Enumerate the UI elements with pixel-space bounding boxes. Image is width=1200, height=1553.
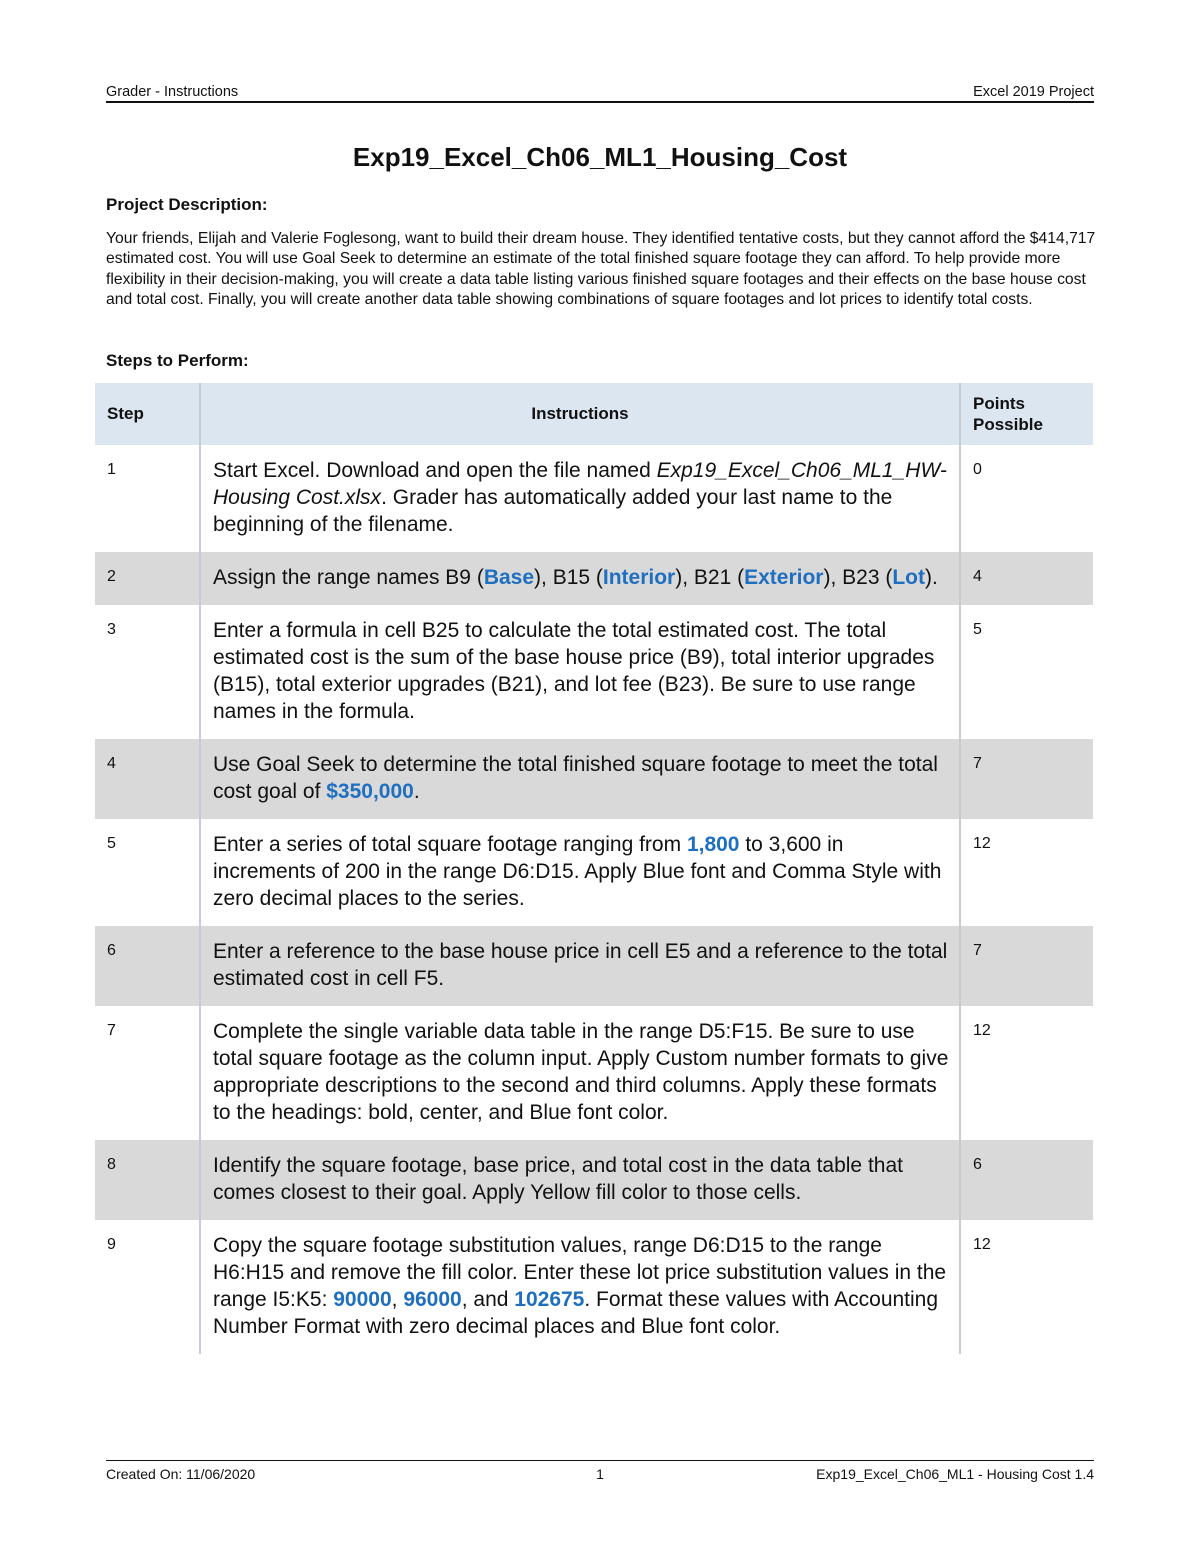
- table-row: [95, 605, 1093, 739]
- step-points: 0: [960, 445, 1093, 552]
- header-right: Excel 2019 Project: [973, 84, 1094, 100]
- step-instructions: Identify the square footage, base price, and total cost in the data table that comes closest to their goal. Apply Yellow fill color to those cells.: [200, 1140, 960, 1220]
- table-row: [95, 1006, 1093, 1140]
- table-row: [95, 552, 1093, 605]
- step-number: 4: [95, 739, 200, 819]
- step-number: 7: [107, 1022, 116, 1039]
- keyword: Exterior: [744, 566, 824, 589]
- step-instructions: [200, 819, 960, 926]
- step-points: 7: [960, 739, 1093, 819]
- instruction-text: Use Goal Seek to determine the total finished square footage to meet the total cost goal of: [213, 753, 938, 803]
- steps-heading: Steps to Perform:: [106, 351, 249, 370]
- footer-document-id: Exp19_Excel_Ch06_ML1 - Housing Cost 1.4: [816, 1466, 1094, 1482]
- instruction-text: ).: [924, 566, 938, 589]
- step-number: 8: [95, 1140, 200, 1220]
- footer-divider: [106, 1460, 1094, 1461]
- page-number: 1: [596, 1466, 604, 1482]
- instruction-text: . Grader has automatically added your last name to the beginning of the filename.: [213, 486, 893, 536]
- step-instructions: [200, 445, 960, 552]
- instruction-text: ,: [391, 1288, 404, 1311]
- step-number: 1: [107, 461, 116, 478]
- step-number: 3: [107, 621, 116, 638]
- instruction-text: . Format these values with Accounting Number Format with zero decimal places and Blue font color.: [213, 1288, 939, 1338]
- keyword: 102675: [514, 1288, 585, 1311]
- keyword: Interior: [602, 566, 676, 589]
- project-description-heading: Project Description:: [106, 195, 268, 214]
- instruction-text: Start Excel. Download and open the file named: [213, 459, 657, 482]
- table-row: [95, 819, 1093, 926]
- header-left: Grader - Instructions: [106, 84, 239, 100]
- step-number: 9: [107, 1236, 116, 1253]
- step-number: 2: [95, 552, 200, 605]
- step-instructions: [200, 1220, 960, 1354]
- step-points: 4: [960, 552, 1093, 605]
- instruction-text: Enter a series of total square footage ranging from: [213, 833, 687, 856]
- keyword: $350,000: [326, 780, 414, 803]
- header-points-line1: Points: [973, 394, 1025, 413]
- instruction-text: , and: [461, 1288, 515, 1311]
- keyword: 90000: [333, 1288, 392, 1311]
- keyword: 96000: [403, 1288, 462, 1311]
- keyword: Base: [483, 566, 535, 589]
- instruction-text: Copy the square footage substitution values, range D6:D15 to the range H6:H15 and remove the fill color. Enter these lot price substitution values in the range I5:K5:: [213, 1234, 947, 1311]
- keyword: 1,800: [686, 833, 740, 856]
- step-points: 5: [960, 605, 1093, 739]
- step-points: 12: [960, 1006, 1093, 1140]
- table-row: [95, 739, 1093, 819]
- instruction-text: ), B23 (: [823, 566, 893, 589]
- step-number: 5: [107, 835, 116, 852]
- page-header: [106, 82, 1094, 102]
- instruction-text: to 3,600 in increments of 200 in the range D6:D15. Apply Blue font and Comma Style with zero decimal places to the series.: [213, 833, 942, 910]
- header-points: [960, 383, 1093, 445]
- step-instructions: Complete the single variable data table in the range D5:F15. Be sure to use total square footage as the column input. Apply Custom number formats to give appropriate descriptions to the second and third columns. Apply these formats to the headings: bold, center, and Blue font color.: [200, 1006, 960, 1140]
- table-row: [95, 1140, 1093, 1220]
- instruction-text: ), B15 (: [534, 566, 603, 589]
- steps-table: [95, 383, 1093, 1354]
- instruction-text: ), B21 (: [675, 566, 745, 589]
- file-name: Exp19_Excel_Ch06_ML1_HW-Housing Cost.xlsx: [213, 459, 947, 509]
- step-points: 6: [960, 1140, 1093, 1220]
- header-divider: [106, 101, 1094, 103]
- step-instructions: [200, 739, 960, 819]
- step-points: 12: [960, 1220, 1093, 1354]
- step-points: 7: [960, 926, 1093, 1006]
- header-points-line2: Possible: [973, 415, 1043, 434]
- header-step: Step: [95, 383, 200, 445]
- table-header-row: [95, 383, 1093, 445]
- header-instructions: Instructions: [200, 383, 960, 445]
- step-number: 6: [95, 926, 200, 1006]
- instruction-text: Assign the range names B9 (: [213, 566, 484, 589]
- instruction-text: .: [413, 780, 420, 803]
- project-description-text: Your friends, Elijah and Valerie Foglesong, want to build their dream house. They identified tentative costs, but they cannot afford the $414,717 estimated cost. You will use Goal Seek to determine an estimate of the total finished square footage they can afford. To help provide more flexibility in their decision-making, you will create a data table listing various finished square footages and their effects on the base house cost and total cost. Finally, you will create another data table showing combinations of square footages and lot prices to identify total costs.: [106, 230, 1096, 308]
- step-instructions: Enter a formula in cell B25 to calculate the total estimated cost. The total estimated cost is the sum of the base house price (B9), total interior upgrades (B15), total exterior upgrades (B21), and lot fee (B23). Be sure to use range names in the formula.: [200, 605, 960, 739]
- table-row: [95, 445, 1093, 552]
- document-title: Exp19_Excel_Ch06_ML1_Housing_Cost: [352, 142, 848, 172]
- step-instructions: [200, 552, 960, 605]
- keyword: Lot: [892, 566, 925, 589]
- table-row: [95, 926, 1093, 1006]
- step-points: 12: [960, 819, 1093, 926]
- footer-created-on: Created On: 11/06/2020: [106, 1466, 256, 1482]
- step-instructions: Enter a reference to the base house price in cell E5 and a reference to the total estimated cost in cell F5.: [200, 926, 960, 1006]
- table-row: [95, 1220, 1093, 1354]
